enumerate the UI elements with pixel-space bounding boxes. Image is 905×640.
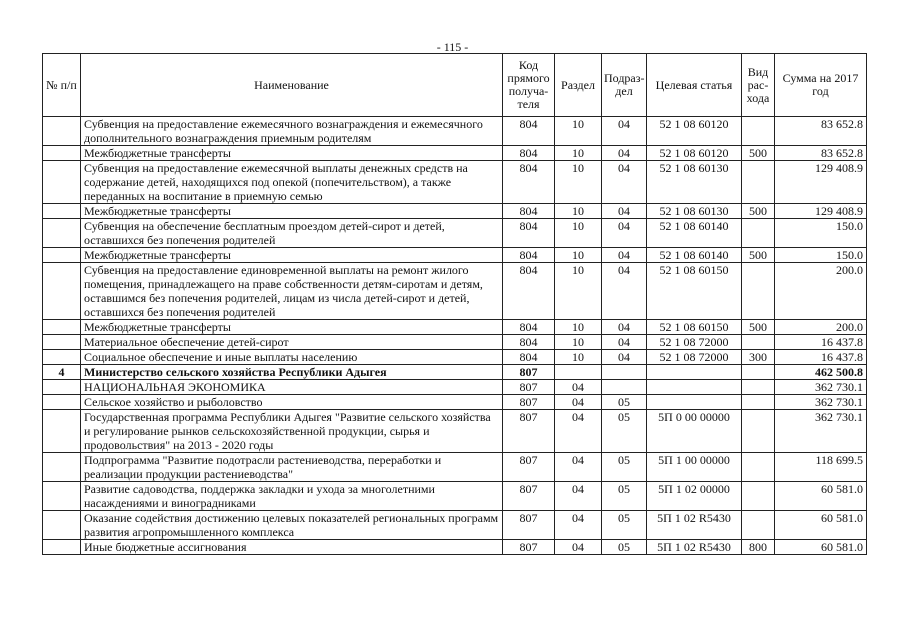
cell-number — [43, 380, 81, 395]
cell-section: 10 — [555, 350, 602, 365]
column-header-number: № п/п — [43, 54, 81, 117]
cell-subsection: 04 — [602, 204, 647, 219]
cell-target: 5П 1 02 R5430 — [647, 511, 742, 540]
cell-target: 5П 1 02 R5430 — [647, 540, 742, 555]
cell-expense-type — [742, 219, 775, 248]
cell-target: 52 1 08 60140 — [647, 248, 742, 263]
table-row — [43, 335, 867, 350]
cell-section: 10 — [555, 204, 602, 219]
cell-expense-type — [742, 117, 775, 146]
cell-code: 807 — [503, 482, 555, 511]
cell-sum: 150.0 — [775, 248, 867, 263]
cell-name: Межбюджетные трансферты — [81, 320, 503, 335]
table-row — [43, 204, 867, 219]
cell-target: 52 1 08 72000 — [647, 350, 742, 365]
cell-expense-type: 800 — [742, 540, 775, 555]
cell-number — [43, 204, 81, 219]
table-row — [43, 161, 867, 204]
cell-name: Министерство сельского хозяйства Республики Адыгея — [81, 365, 503, 380]
cell-section: 04 — [555, 540, 602, 555]
cell-subsection: 04 — [602, 117, 647, 146]
cell-sum: 60 581.0 — [775, 482, 867, 511]
cell-code: 804 — [503, 204, 555, 219]
cell-section: 04 — [555, 511, 602, 540]
cell-target: 52 1 08 60120 — [647, 117, 742, 146]
cell-subsection: 05 — [602, 482, 647, 511]
cell-target: 5П 1 02 00000 — [647, 482, 742, 511]
cell-number: 4 — [43, 365, 81, 380]
cell-name: НАЦИОНАЛЬНАЯ ЭКОНОМИКА — [81, 380, 503, 395]
cell-section: 04 — [555, 395, 602, 410]
cell-number — [43, 335, 81, 350]
cell-subsection: 04 — [602, 146, 647, 161]
cell-sum: 362 730.1 — [775, 395, 867, 410]
cell-target: 5П 0 00 00000 — [647, 410, 742, 453]
cell-sum: 200.0 — [775, 320, 867, 335]
table-row — [43, 263, 867, 320]
cell-code: 804 — [503, 350, 555, 365]
cell-code: 804 — [503, 219, 555, 248]
cell-number — [43, 320, 81, 335]
cell-number — [43, 453, 81, 482]
cell-target — [647, 365, 742, 380]
cell-expense-type: 500 — [742, 248, 775, 263]
cell-sum: 362 730.1 — [775, 410, 867, 453]
cell-number — [43, 350, 81, 365]
cell-sum: 83 652.8 — [775, 117, 867, 146]
cell-number — [43, 482, 81, 511]
cell-expense-type: 500 — [742, 146, 775, 161]
cell-code: 804 — [503, 263, 555, 320]
cell-section: 10 — [555, 263, 602, 320]
cell-target: 52 1 08 72000 — [647, 335, 742, 350]
cell-number — [43, 410, 81, 453]
cell-subsection: 05 — [602, 511, 647, 540]
cell-section: 04 — [555, 410, 602, 453]
cell-sum: 118 699.5 — [775, 453, 867, 482]
cell-expense-type — [742, 410, 775, 453]
cell-expense-type — [742, 263, 775, 320]
cell-code: 807 — [503, 511, 555, 540]
cell-expense-type — [742, 335, 775, 350]
cell-subsection: 04 — [602, 161, 647, 204]
cell-number — [43, 540, 81, 555]
cell-target: 52 1 08 60130 — [647, 161, 742, 204]
cell-sum: 16 437.8 — [775, 335, 867, 350]
cell-expense-type — [742, 453, 775, 482]
cell-target — [647, 395, 742, 410]
cell-code: 804 — [503, 320, 555, 335]
cell-code: 807 — [503, 365, 555, 380]
cell-target: 52 1 08 60120 — [647, 146, 742, 161]
cell-expense-type — [742, 380, 775, 395]
cell-name: Иные бюджетные ассигнования — [81, 540, 503, 555]
cell-number — [43, 161, 81, 204]
cell-name: Межбюджетные трансферты — [81, 204, 503, 219]
cell-name: Подпрограмма "Развитие подотрасли растениеводства, переработки и реализации продукции растениеводства" — [81, 453, 503, 482]
cell-subsection: 04 — [602, 350, 647, 365]
cell-name: Субвенция на предоставление единовременной выплаты на ремонт жилого помещения, принадлежащего на праве собственности детям-сиротам и детям, оставшимся без попечения родителей, лицам из числа детей-сирот и детей, оставшихся без попечения родителей — [81, 263, 503, 320]
cell-section: 04 — [555, 380, 602, 395]
cell-target: 5П 1 00 00000 — [647, 453, 742, 482]
cell-expense-type: 300 — [742, 350, 775, 365]
cell-section: 10 — [555, 117, 602, 146]
table-row — [43, 540, 867, 555]
cell-name: Межбюджетные трансферты — [81, 248, 503, 263]
cell-sum: 129 408.9 — [775, 161, 867, 204]
cell-number — [43, 219, 81, 248]
cell-section: 10 — [555, 248, 602, 263]
column-header-code: Код прямого получа-теля — [503, 54, 555, 117]
cell-section — [555, 365, 602, 380]
cell-number — [43, 395, 81, 410]
cell-name: Сельское хозяйство и рыболовство — [81, 395, 503, 410]
table-row — [43, 380, 867, 395]
table-row — [43, 320, 867, 335]
cell-code: 807 — [503, 540, 555, 555]
cell-name: Оказание содействия достижению целевых показателей региональных программ развития агропромышленного комплекса — [81, 511, 503, 540]
cell-number — [43, 248, 81, 263]
cell-sum: 462 500.8 — [775, 365, 867, 380]
cell-name: Развитие садоводства, поддержка закладки и ухода за многолетними насаждениями и виноградниками — [81, 482, 503, 511]
cell-subsection: 04 — [602, 335, 647, 350]
cell-code: 807 — [503, 380, 555, 395]
cell-number — [43, 117, 81, 146]
cell-sum: 60 581.0 — [775, 511, 867, 540]
cell-section: 10 — [555, 146, 602, 161]
cell-subsection — [602, 380, 647, 395]
cell-code: 804 — [503, 335, 555, 350]
cell-subsection: 05 — [602, 540, 647, 555]
cell-sum: 150.0 — [775, 219, 867, 248]
cell-name: Субвенция на обеспечение бесплатным проездом детей-сирот и детей, оставшихся без попечения родителей — [81, 219, 503, 248]
table-row — [43, 410, 867, 453]
cell-target — [647, 380, 742, 395]
cell-subsection: 05 — [602, 453, 647, 482]
cell-code: 807 — [503, 395, 555, 410]
cell-expense-type — [742, 511, 775, 540]
cell-code: 804 — [503, 248, 555, 263]
column-header-name: Наименование — [81, 54, 503, 117]
cell-sum: 362 730.1 — [775, 380, 867, 395]
cell-name: Субвенция на предоставление ежемесячной выплаты денежных средств на содержание детей, находящихся под опекой (попечительством), а также переданных на воспитание в приемную семью — [81, 161, 503, 204]
cell-name: Государственная программа Республики Адыгея "Развитие сельского хозяйства и регулирование рынков сельскохозяйственной продукции, сырья и продовольствия" на 2013 - 2020 годы — [81, 410, 503, 453]
table-row — [43, 219, 867, 248]
cell-section: 10 — [555, 320, 602, 335]
cell-number — [43, 263, 81, 320]
table-row — [43, 453, 867, 482]
cell-sum: 200.0 — [775, 263, 867, 320]
cell-name: Социальное обеспечение и иные выплаты населению — [81, 350, 503, 365]
cell-target: 52 1 08 60140 — [647, 219, 742, 248]
cell-name: Материальное обеспечение детей-сирот — [81, 335, 503, 350]
cell-expense-type: 500 — [742, 204, 775, 219]
column-header-target: Целевая статья — [647, 54, 742, 117]
table-row — [43, 146, 867, 161]
cell-number — [43, 511, 81, 540]
budget-table — [42, 53, 867, 555]
table-row — [43, 117, 867, 146]
table-header-row — [43, 54, 867, 117]
cell-subsection: 05 — [602, 410, 647, 453]
cell-code: 807 — [503, 453, 555, 482]
cell-code: 804 — [503, 117, 555, 146]
cell-section: 04 — [555, 453, 602, 482]
cell-subsection — [602, 365, 647, 380]
column-header-expense-type: Вид рас-хода — [742, 54, 775, 117]
column-header-subsection: Подраз-дел — [602, 54, 647, 117]
cell-section: 10 — [555, 161, 602, 204]
cell-number — [43, 146, 81, 161]
table-row — [43, 482, 867, 511]
cell-subsection: 04 — [602, 263, 647, 320]
cell-subsection: 04 — [602, 248, 647, 263]
cell-expense-type — [742, 482, 775, 511]
cell-sum: 129 408.9 — [775, 204, 867, 219]
cell-section: 10 — [555, 335, 602, 350]
cell-code: 804 — [503, 161, 555, 204]
cell-expense-type: 500 — [742, 320, 775, 335]
cell-target: 52 1 08 60150 — [647, 263, 742, 320]
cell-target: 52 1 08 60130 — [647, 204, 742, 219]
cell-sum: 16 437.8 — [775, 350, 867, 365]
cell-name: Субвенция на предоставление ежемесячного вознаграждения и ежемесячного дополнительного вознаграждения приемным родителям — [81, 117, 503, 146]
table-row — [43, 511, 867, 540]
cell-expense-type — [742, 161, 775, 204]
column-header-section: Раздел — [555, 54, 602, 117]
cell-subsection: 05 — [602, 395, 647, 410]
cell-code: 804 — [503, 146, 555, 161]
cell-section: 10 — [555, 219, 602, 248]
table-row — [43, 248, 867, 263]
column-header-sum: Сумма на 2017 год — [775, 54, 867, 117]
cell-subsection: 04 — [602, 219, 647, 248]
cell-sum: 60 581.0 — [775, 540, 867, 555]
cell-name: Межбюджетные трансферты — [81, 146, 503, 161]
page-number: - 115 - — [436, 40, 469, 54]
cell-code: 807 — [503, 410, 555, 453]
cell-expense-type — [742, 395, 775, 410]
cell-target: 52 1 08 60150 — [647, 320, 742, 335]
cell-sum: 83 652.8 — [775, 146, 867, 161]
table-row — [43, 365, 867, 380]
table-row — [43, 395, 867, 410]
cell-expense-type — [742, 365, 775, 380]
cell-subsection: 04 — [602, 320, 647, 335]
cell-section: 04 — [555, 482, 602, 511]
table-row — [43, 350, 867, 365]
